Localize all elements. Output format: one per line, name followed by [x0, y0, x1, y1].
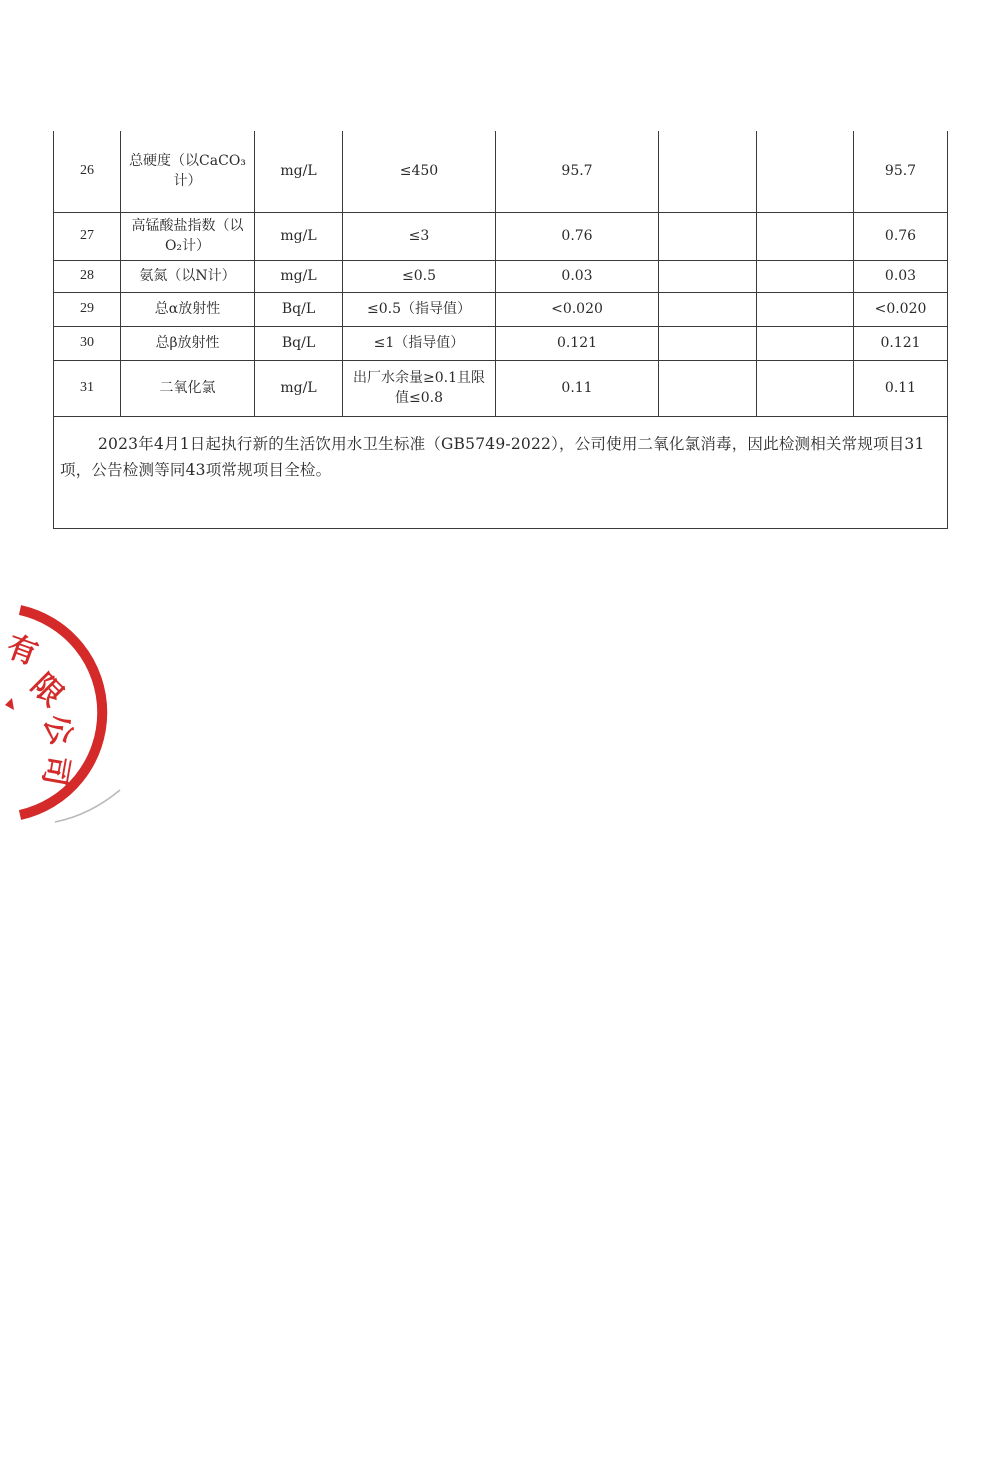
- test-value: 0.76: [496, 212, 659, 260]
- empty-cell: [757, 212, 854, 260]
- svg-text:公: 公: [36, 709, 80, 750]
- empty-cell: [757, 326, 854, 360]
- result-value: 0.121: [854, 326, 948, 360]
- item-name: 总β放射性: [121, 326, 255, 360]
- limit: ≤3: [343, 212, 496, 260]
- table-row: [54, 260, 948, 292]
- row-number: 29: [54, 292, 121, 326]
- table-row: [54, 131, 948, 212]
- result-value: 0.03: [854, 260, 948, 292]
- empty-cell: [659, 360, 757, 416]
- unit: mg/L: [255, 360, 343, 416]
- empty-cell: [757, 360, 854, 416]
- empty-cell: [659, 292, 757, 326]
- row-number: 26: [54, 131, 121, 212]
- result-value: 0.76: [854, 212, 948, 260]
- unit: mg/L: [255, 260, 343, 292]
- test-value: 0.11: [496, 360, 659, 416]
- seal-star-fragment: [5, 698, 14, 710]
- result-value: <0.020: [854, 292, 948, 326]
- table-row: [54, 360, 948, 416]
- company-seal-stamp: [0, 590, 140, 840]
- test-value: <0.020: [496, 292, 659, 326]
- row-number: 27: [54, 212, 121, 260]
- item-name: 氨氮（以N计）: [121, 260, 255, 292]
- water-quality-table: [53, 131, 948, 529]
- table-row: [54, 212, 948, 260]
- row-number: 31: [54, 360, 121, 416]
- row-number: 28: [54, 260, 121, 292]
- svg-text:司: 司: [35, 752, 76, 789]
- note-text: 2023年4月1日起执行新的生活饮用水卫生标准（GB5749-2022），公司使用二氧化氯消毒，因此检测相关常规项目31项，公告检测等同43项常规项目全检。: [54, 416, 948, 528]
- table-row: [54, 326, 948, 360]
- limit: ≤0.5（指导值）: [343, 292, 496, 326]
- unit: mg/L: [255, 212, 343, 260]
- empty-cell: [659, 131, 757, 212]
- limit: ≤1（指导值）: [343, 326, 496, 360]
- row-number: 30: [54, 326, 121, 360]
- note-row: [54, 416, 948, 528]
- empty-cell: [659, 260, 757, 292]
- test-value: 95.7: [496, 131, 659, 212]
- limit: ≤0.5: [343, 260, 496, 292]
- unit: Bq/L: [255, 326, 343, 360]
- item-name: 二氧化氯: [121, 360, 255, 416]
- unit: mg/L: [255, 131, 343, 212]
- limit: 出厂水余量≥0.1且限值≤0.8: [343, 360, 496, 416]
- result-value: 95.7: [854, 131, 948, 212]
- unit: Bq/L: [255, 292, 343, 326]
- table-row: [54, 292, 948, 326]
- svg-text:限: 限: [23, 667, 70, 714]
- result-value: 0.11: [854, 360, 948, 416]
- limit: ≤450: [343, 131, 496, 212]
- test-value: 0.121: [496, 326, 659, 360]
- test-value: 0.03: [496, 260, 659, 292]
- empty-cell: [659, 212, 757, 260]
- empty-cell: [757, 260, 854, 292]
- item-name: 总α放射性: [121, 292, 255, 326]
- empty-cell: [757, 131, 854, 212]
- item-name: 高锰酸盐指数（以O₂计）: [121, 212, 255, 260]
- empty-cell: [659, 326, 757, 360]
- svg-text:有: 有: [2, 629, 43, 673]
- empty-cell: [757, 292, 854, 326]
- item-name: 总硬度（以CaCO₃计）: [121, 131, 255, 212]
